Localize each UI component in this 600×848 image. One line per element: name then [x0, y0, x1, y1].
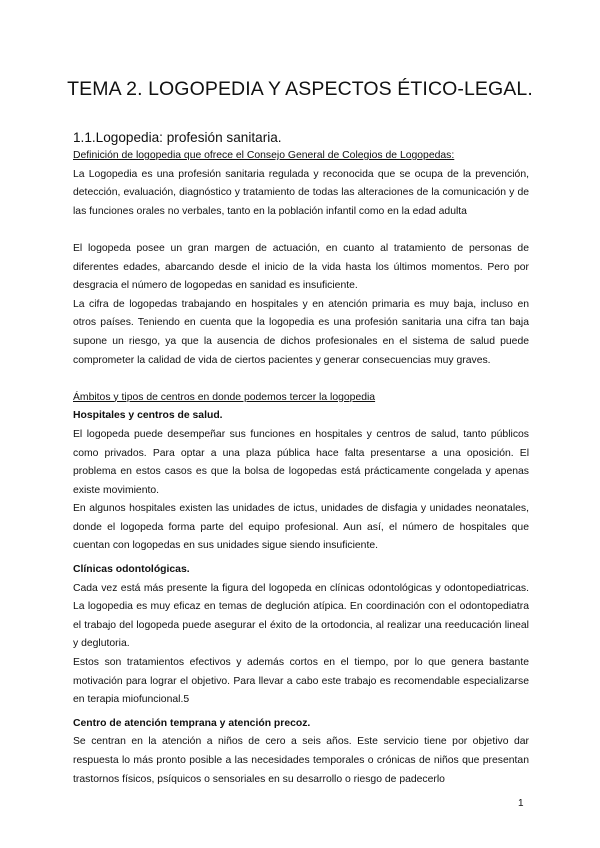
- page-number: 1: [518, 798, 524, 809]
- definition-paragraph: La Logopedia es una profesión sanitaria regulada y reconocida que se ocupa de la prevención, detección, evaluación, diagnóstico y tratamiento de todas las alteraciones de la comunicación y de las funciones orales no verbales, tanto en la población infantil como en la edad adulta: [73, 168, 529, 217]
- hospitales-paragraph-2: En algunos hospitales existen las unidades de ictus, unidades de disfagia y unidades neonatales, donde el logopeda forma parte del equipo profesional. Aun así, el número de hospitales que cuentan con logopedas en sus unidades sigue siendo insuficiente.: [73, 503, 529, 552]
- clinicas-paragraph-1: Cada vez está más presente la figura del logopeda en clínicas odontológicas y odontopediatricas. La logopedia es muy eficaz en temas de deglución atípica. En coordinación con el odontopediatra el trabajo del logopeda puede asegurar el éxito de la ortodoncia, al realizar una reeducación lineal y deglutoria.: [73, 582, 529, 650]
- document-title: TEMA 2. LOGOPEDIA Y ASPECTOS ÉTICO-LEGAL.: [67, 78, 533, 100]
- paragraph-margin-actuacion: El logopeda posee un gran margen de actuación, en cuanto al tratamiento de personas de diferentes edades, abarcando desde el inicio de la vida hasta los últimos momentos. Pero por desgracia el número de logopedas en sanidad es insuficiente.: [73, 242, 529, 292]
- hospitales-paragraph-1: El logopeda puede desempeñar sus funciones en hospitales y centros de salud, tanto públicos como privados. Para optar a una plaza pública hace falta presentarse a una oposición. El problema en estos casos es que la bolsa de logopedas está prácticamente congelada y apenas existe movimiento.: [73, 428, 529, 496]
- atencion-heading: Centro de atención temprana y atención precoz.: [73, 717, 311, 729]
- ambitos-label: Ámbitos y tipos de centros en donde podemos tercer la logopedia: [73, 391, 376, 403]
- section-heading: 1.1.Logopedia: profesión sanitaria.: [73, 130, 282, 145]
- clinicas-heading: Clínicas odontológicas.: [73, 564, 190, 576]
- document-body: [73, 128, 529, 789]
- hospitales-heading: Hospitales y centros de salud.: [73, 410, 223, 422]
- spacer: [73, 370, 529, 389]
- paragraph-cifra-logopedas: La cifra de logopedas trabajando en hospitales y en atención primaria es muy baja, incluso en otros países. Teniendo en cuenta que la logopedia es una profesión sanitaria una cifra tan baja supone un riesgo, ya que la ausencia de dichos profesionales en el sistema de salud puede comprometer la calidad de vida de ciertos pacientes y generar consecuencias muy graves.: [73, 298, 529, 366]
- definition-label: Definición de logopedia que ofrece el Consejo General de Colegios de Logopedas:: [73, 150, 455, 161]
- clinicas-paragraph-2: Estos son tratamientos efectivos y además cortos en el tiempo, por lo que genera bastante motivación para lograr el objetivo. Para llevar a cabo este trabajo es recomendable especializarse en terapia miofuncional.5: [73, 657, 529, 706]
- spacer: [73, 221, 529, 240]
- atencion-paragraph-1: Se centran en la atención a niños de cero a seis años. Este servicio tiene por objetivo dar respuesta lo más pronto posible a las necesidades temporales o crónicas de niños que presentan trastornos físicos, psíquicos o sensoriales en su desarrollo o riesgo de padecerlo: [73, 736, 529, 785]
